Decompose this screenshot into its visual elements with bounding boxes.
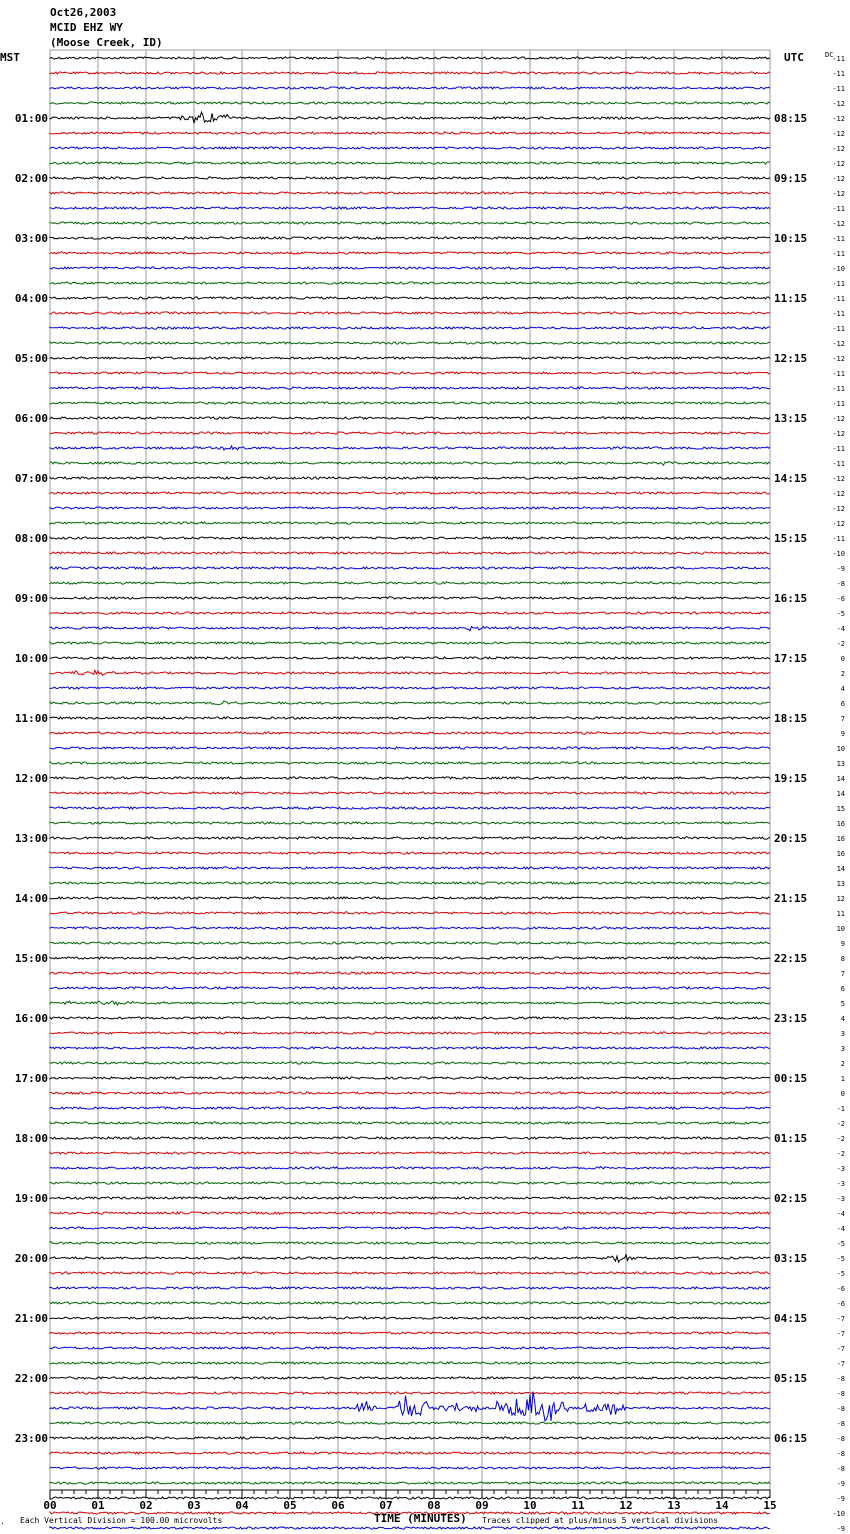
trace-38 bbox=[50, 627, 770, 631]
dc-offset: -5 bbox=[836, 610, 845, 618]
dc-offset: -12 bbox=[832, 430, 845, 438]
trace-81 bbox=[50, 1272, 770, 1274]
trace-0 bbox=[50, 57, 770, 59]
x-axis bbox=[43, 1490, 776, 1512]
dc-offset: -11 bbox=[832, 370, 845, 378]
utc-label: 20:15 bbox=[774, 832, 808, 845]
trace-41 bbox=[50, 670, 770, 675]
trace-7 bbox=[50, 162, 770, 164]
trace-17 bbox=[50, 312, 770, 314]
dc-offset: -11 bbox=[832, 385, 845, 393]
trace-50 bbox=[50, 807, 770, 809]
dc-offset: 14 bbox=[836, 790, 845, 798]
mst-label: 20:00 bbox=[14, 1252, 48, 1265]
dc-offset: 16 bbox=[836, 835, 845, 843]
trace-43 bbox=[50, 701, 770, 705]
mst-label: 13:00 bbox=[14, 832, 48, 845]
trace-21 bbox=[50, 372, 770, 374]
dc-offset: 13 bbox=[836, 880, 845, 888]
trace-65 bbox=[50, 1032, 770, 1034]
trace-84 bbox=[50, 1317, 770, 1319]
mst-label: 18:00 bbox=[14, 1132, 48, 1145]
mst-label: 12:00 bbox=[14, 772, 48, 785]
mst-label: 08:00 bbox=[14, 532, 48, 545]
dc-offset: -10 bbox=[832, 265, 845, 273]
dc-offset: 4 bbox=[840, 685, 845, 693]
mst-label: 01:00 bbox=[14, 112, 48, 125]
dc-offset: 14 bbox=[836, 775, 845, 783]
trace-62 bbox=[50, 987, 770, 989]
x-tick-label: 08 bbox=[427, 1499, 441, 1512]
trace-54 bbox=[50, 867, 770, 869]
utc-label: 11:15 bbox=[774, 292, 808, 305]
utc-label: 13:15 bbox=[774, 412, 808, 425]
trace-86 bbox=[50, 1347, 770, 1349]
trace-6 bbox=[50, 147, 770, 149]
utc-label: 22:15 bbox=[774, 952, 808, 965]
trace-92 bbox=[50, 1437, 770, 1439]
dc-offset: 6 bbox=[840, 700, 845, 708]
trace-69 bbox=[50, 1092, 770, 1094]
trace-28 bbox=[50, 477, 770, 479]
utc-axis-label: UTC bbox=[784, 51, 804, 64]
dc-offset: -12 bbox=[832, 355, 845, 363]
utc-label: 06:15 bbox=[774, 1432, 808, 1445]
utc-label: 19:15 bbox=[774, 772, 808, 785]
mst-label: 19:00 bbox=[14, 1192, 48, 1205]
seismic-traces bbox=[50, 57, 770, 1534]
dc-offset: -9 bbox=[836, 1480, 845, 1488]
trace-55 bbox=[50, 882, 770, 884]
dc-offset: -11 bbox=[832, 205, 845, 213]
trace-46 bbox=[50, 747, 770, 749]
x-tick-label: 03 bbox=[187, 1499, 201, 1512]
dc-offset: -10 bbox=[832, 550, 845, 558]
trace-67 bbox=[50, 1062, 770, 1064]
trace-51 bbox=[50, 822, 770, 824]
dc-offset: -8 bbox=[836, 1435, 845, 1443]
dc-offset: 2 bbox=[840, 1060, 845, 1068]
utc-label: 04:15 bbox=[774, 1312, 808, 1325]
mst-label: 21:00 bbox=[14, 1312, 48, 1325]
trace-49 bbox=[50, 792, 770, 794]
dc-offset: -11 bbox=[832, 70, 845, 78]
mst-label: 05:00 bbox=[14, 352, 48, 365]
mst-label: 06:00 bbox=[14, 412, 48, 425]
dc-offset: 12 bbox=[836, 895, 845, 903]
trace-82 bbox=[50, 1287, 770, 1289]
trace-27 bbox=[50, 462, 770, 465]
trace-75 bbox=[50, 1182, 770, 1184]
dc-offset: -11 bbox=[832, 535, 845, 543]
dc-offset: -12 bbox=[832, 475, 845, 483]
dc-offset: -12 bbox=[832, 145, 845, 153]
x-tick-label: 10 bbox=[523, 1499, 537, 1512]
trace-87 bbox=[50, 1362, 770, 1364]
mst-label: 22:00 bbox=[14, 1372, 48, 1385]
trace-29 bbox=[50, 492, 770, 494]
trace-61 bbox=[50, 972, 770, 974]
trace-77 bbox=[50, 1212, 770, 1214]
dc-offset: 14 bbox=[836, 865, 845, 873]
dc-offset: -2 bbox=[836, 1135, 845, 1143]
trace-89 bbox=[50, 1392, 770, 1394]
trace-15 bbox=[50, 282, 770, 284]
trace-73 bbox=[50, 1152, 770, 1154]
x-tick-label: 07 bbox=[379, 1499, 393, 1512]
dc-offset: -11 bbox=[832, 400, 845, 408]
trace-22 bbox=[50, 387, 770, 389]
trace-9 bbox=[50, 192, 770, 194]
trace-32 bbox=[50, 537, 770, 539]
trace-8 bbox=[50, 177, 770, 179]
trace-56 bbox=[50, 897, 770, 899]
trace-80 bbox=[50, 1255, 770, 1263]
trace-74 bbox=[50, 1167, 770, 1170]
mst-label: 09:00 bbox=[14, 592, 48, 605]
mst-label: 16:00 bbox=[14, 1012, 48, 1025]
trace-63 bbox=[50, 1001, 770, 1005]
dc-offset: -12 bbox=[832, 100, 845, 108]
station-label: MCID EHZ WY bbox=[50, 21, 123, 34]
trace-66 bbox=[50, 1047, 770, 1049]
dc-offset: -12 bbox=[832, 130, 845, 138]
utc-label: 02:15 bbox=[774, 1192, 808, 1205]
trace-60 bbox=[50, 957, 770, 959]
utc-label: 18:15 bbox=[774, 712, 808, 725]
utc-label: 17:15 bbox=[774, 652, 808, 665]
dc-offset: -11 bbox=[832, 445, 845, 453]
trace-40 bbox=[50, 657, 770, 659]
dc-offset: -12 bbox=[832, 415, 845, 423]
dc-offset: -2 bbox=[836, 1150, 845, 1158]
dc-offset: 10 bbox=[836, 745, 845, 753]
mst-label: 02:00 bbox=[14, 172, 48, 185]
utc-label: 00:15 bbox=[774, 1072, 808, 1085]
dc-offset: 1 bbox=[840, 1075, 845, 1083]
dc-offset: 7 bbox=[840, 715, 845, 723]
dc-offset: -11 bbox=[832, 55, 845, 63]
dc-offset: -11 bbox=[832, 235, 845, 243]
trace-36 bbox=[50, 597, 770, 599]
dc-offset: -12 bbox=[832, 520, 845, 528]
trace-34 bbox=[50, 567, 770, 569]
trace-16 bbox=[50, 297, 770, 299]
dc-offset: -11 bbox=[832, 310, 845, 318]
trace-91 bbox=[50, 1422, 770, 1424]
dc-offset: -12 bbox=[832, 220, 845, 228]
trace-12 bbox=[50, 237, 770, 239]
date-label: Oct26,2003 bbox=[50, 6, 117, 19]
trace-79 bbox=[50, 1242, 770, 1244]
dc-offset: 7 bbox=[840, 970, 845, 978]
mst-label: 10:00 bbox=[14, 652, 48, 665]
x-tick-label: 15 bbox=[763, 1499, 777, 1512]
trace-25 bbox=[50, 432, 770, 434]
x-tick-label: 04 bbox=[235, 1499, 249, 1512]
utc-label: 15:15 bbox=[774, 532, 808, 545]
trace-45 bbox=[50, 732, 770, 734]
dc-offset: -11 bbox=[832, 250, 845, 258]
mst-hour-labels bbox=[15, 112, 48, 1445]
dc-offset: -9 bbox=[836, 1495, 845, 1503]
trace-24 bbox=[50, 417, 770, 419]
utc-label: 21:15 bbox=[774, 892, 808, 905]
dc-offset: -12 bbox=[832, 340, 845, 348]
trace-23 bbox=[50, 402, 770, 404]
mst-label: 03:00 bbox=[14, 232, 48, 245]
trace-31 bbox=[50, 522, 770, 524]
mst-label: 23:00 bbox=[14, 1432, 48, 1445]
dc-offset: -12 bbox=[832, 160, 845, 168]
mst-label: 11:00 bbox=[14, 712, 48, 725]
trace-37 bbox=[50, 612, 770, 614]
utc-label: 05:15 bbox=[774, 1372, 808, 1385]
trace-5 bbox=[50, 132, 770, 134]
x-tick-label: 13 bbox=[667, 1499, 681, 1512]
dc-offset: -3 bbox=[836, 1195, 845, 1203]
trace-48 bbox=[50, 777, 770, 779]
dc-offset: 15 bbox=[836, 805, 845, 813]
x-tick-label: 02 bbox=[139, 1499, 153, 1512]
trace-90 bbox=[50, 1392, 770, 1421]
dc-offset: 8 bbox=[840, 955, 845, 963]
dc-offset: 9 bbox=[840, 730, 845, 738]
dc-offset: -7 bbox=[836, 1330, 845, 1338]
dc-offset: -4 bbox=[836, 1210, 845, 1218]
dc-offset: 4 bbox=[840, 1015, 845, 1023]
trace-18 bbox=[50, 327, 770, 329]
trace-14 bbox=[50, 267, 770, 269]
utc-label: 14:15 bbox=[774, 472, 808, 485]
mst-label: 04:00 bbox=[14, 292, 48, 305]
utc-label: 01:15 bbox=[774, 1132, 808, 1145]
trace-47 bbox=[50, 762, 770, 764]
utc-label: 16:15 bbox=[774, 592, 808, 605]
trace-70 bbox=[50, 1107, 770, 1109]
trace-33 bbox=[50, 552, 770, 554]
dc-offset: -2 bbox=[836, 1120, 845, 1128]
trace-52 bbox=[50, 837, 770, 839]
scale-marker: . bbox=[0, 1517, 5, 1526]
trace-35 bbox=[50, 582, 770, 584]
trace-94 bbox=[50, 1467, 770, 1469]
dc-offset: 11 bbox=[836, 910, 845, 918]
trace-44 bbox=[50, 717, 770, 719]
dc-offset: -9 bbox=[836, 565, 845, 573]
dc-offset: -8 bbox=[836, 1390, 845, 1398]
dc-offset: 16 bbox=[836, 850, 845, 858]
trace-71 bbox=[50, 1122, 770, 1124]
trace-78 bbox=[50, 1227, 770, 1229]
trace-96 bbox=[50, 1497, 770, 1499]
dc-offset: -5 bbox=[836, 1240, 845, 1248]
footer-clip-text: Traces clipped at plus/minus 5 vertical divisions bbox=[482, 1516, 719, 1525]
dc-offset: -11 bbox=[832, 85, 845, 93]
dc-offset: 6 bbox=[840, 985, 845, 993]
trace-58 bbox=[50, 927, 770, 929]
utc-hour-labels bbox=[774, 112, 807, 1445]
minute-gridlines bbox=[50, 50, 770, 1490]
utc-label: 08:15 bbox=[774, 112, 808, 125]
dc-offset: 2 bbox=[840, 670, 845, 678]
trace-3 bbox=[50, 102, 770, 104]
trace-64 bbox=[50, 1017, 770, 1019]
dc-offset-labels bbox=[832, 55, 845, 1534]
dc-offset: -7 bbox=[836, 1315, 845, 1323]
dc-offset: -8 bbox=[836, 1450, 845, 1458]
dc-offset: -12 bbox=[832, 190, 845, 198]
dc-offset: 5 bbox=[840, 1000, 845, 1008]
dc-offset: -3 bbox=[836, 1180, 845, 1188]
trace-4 bbox=[50, 112, 770, 123]
mst-axis-label: MST bbox=[0, 51, 20, 64]
dc-offset: 3 bbox=[840, 1030, 845, 1038]
dc-offset: -7 bbox=[836, 1360, 845, 1368]
dc-offset: -12 bbox=[832, 490, 845, 498]
dc-label: DC bbox=[825, 51, 834, 59]
dc-offset: -6 bbox=[836, 1285, 845, 1293]
dc-offset: 10 bbox=[836, 925, 845, 933]
trace-42 bbox=[50, 687, 770, 689]
dc-offset: -7 bbox=[836, 1345, 845, 1353]
dc-offset: 0 bbox=[840, 1090, 845, 1098]
location-label: (Moose Creek, ID) bbox=[50, 36, 163, 49]
trace-20 bbox=[50, 357, 770, 359]
trace-26 bbox=[50, 446, 770, 450]
dc-offset: -5 bbox=[836, 1270, 845, 1278]
dc-offset: -11 bbox=[832, 325, 845, 333]
dc-offset: -4 bbox=[836, 625, 845, 633]
mst-label: 14:00 bbox=[14, 892, 48, 905]
dc-offset: -11 bbox=[832, 280, 845, 288]
dc-offset: -8 bbox=[836, 1465, 845, 1473]
trace-88 bbox=[50, 1377, 770, 1379]
trace-59 bbox=[50, 942, 770, 944]
dc-offset: -8 bbox=[836, 1375, 845, 1383]
trace-13 bbox=[50, 252, 770, 254]
trace-2 bbox=[50, 87, 770, 89]
dc-offset: -12 bbox=[832, 175, 845, 183]
x-tick-label: 11 bbox=[571, 1499, 585, 1512]
dc-offset: -5 bbox=[836, 1255, 845, 1263]
mst-label: 17:00 bbox=[14, 1072, 48, 1085]
trace-68 bbox=[50, 1077, 770, 1079]
utc-label: 23:15 bbox=[774, 1012, 808, 1025]
x-tick-label: 05 bbox=[283, 1499, 297, 1512]
dc-offset: -6 bbox=[836, 1300, 845, 1308]
trace-93 bbox=[50, 1452, 770, 1454]
trace-98 bbox=[50, 1527, 770, 1529]
dc-offset: -4 bbox=[836, 1225, 845, 1233]
dc-offset: -1 bbox=[836, 1105, 845, 1113]
trace-72 bbox=[50, 1137, 770, 1139]
utc-label: 03:15 bbox=[774, 1252, 808, 1265]
utc-label: 12:15 bbox=[774, 352, 808, 365]
x-tick-label: 14 bbox=[715, 1499, 729, 1512]
trace-83 bbox=[50, 1302, 770, 1304]
trace-57 bbox=[50, 912, 770, 914]
dc-offset: -3 bbox=[836, 1165, 845, 1173]
dc-offset: -6 bbox=[836, 595, 845, 603]
trace-19 bbox=[50, 342, 770, 344]
dc-offset: -9 bbox=[836, 1525, 845, 1533]
trace-76 bbox=[50, 1197, 770, 1199]
dc-offset: -2 bbox=[836, 640, 845, 648]
dc-offset: -8 bbox=[836, 580, 845, 588]
dc-offset: -12 bbox=[832, 505, 845, 513]
x-tick-label: 01 bbox=[91, 1499, 105, 1512]
dc-offset: -12 bbox=[832, 115, 845, 123]
dc-offset: 9 bbox=[840, 940, 845, 948]
dc-offset: 3 bbox=[840, 1045, 845, 1053]
x-tick-label: 00 bbox=[43, 1499, 57, 1512]
trace-11 bbox=[50, 222, 770, 224]
trace-1 bbox=[50, 72, 770, 74]
x-tick-label: 12 bbox=[619, 1499, 633, 1512]
dc-offset: -8 bbox=[836, 1420, 845, 1428]
footer-scale-text: Each Vertical Division = 100.00 microvolts bbox=[20, 1516, 223, 1525]
utc-label: 09:15 bbox=[774, 172, 808, 185]
trace-53 bbox=[50, 852, 770, 854]
trace-30 bbox=[50, 507, 770, 509]
utc-label: 10:15 bbox=[774, 232, 808, 245]
x-tick-label: 09 bbox=[475, 1499, 489, 1512]
dc-offset: -8 bbox=[836, 1405, 845, 1413]
dc-offset: 13 bbox=[836, 760, 845, 768]
x-tick-label: 06 bbox=[331, 1499, 345, 1512]
x-axis-title: TIME (MINUTES) bbox=[374, 1512, 467, 1525]
dc-offset: -10 bbox=[832, 1510, 845, 1518]
dc-offset: -11 bbox=[832, 295, 845, 303]
mst-label: 07:00 bbox=[14, 472, 48, 485]
dc-offset: 0 bbox=[840, 655, 845, 663]
dc-offset: -11 bbox=[832, 460, 845, 468]
trace-10 bbox=[50, 207, 770, 209]
mst-label: 15:00 bbox=[14, 952, 48, 965]
trace-39 bbox=[50, 642, 770, 644]
trace-95 bbox=[50, 1482, 770, 1484]
trace-85 bbox=[50, 1332, 770, 1334]
dc-offset: 16 bbox=[836, 820, 845, 828]
